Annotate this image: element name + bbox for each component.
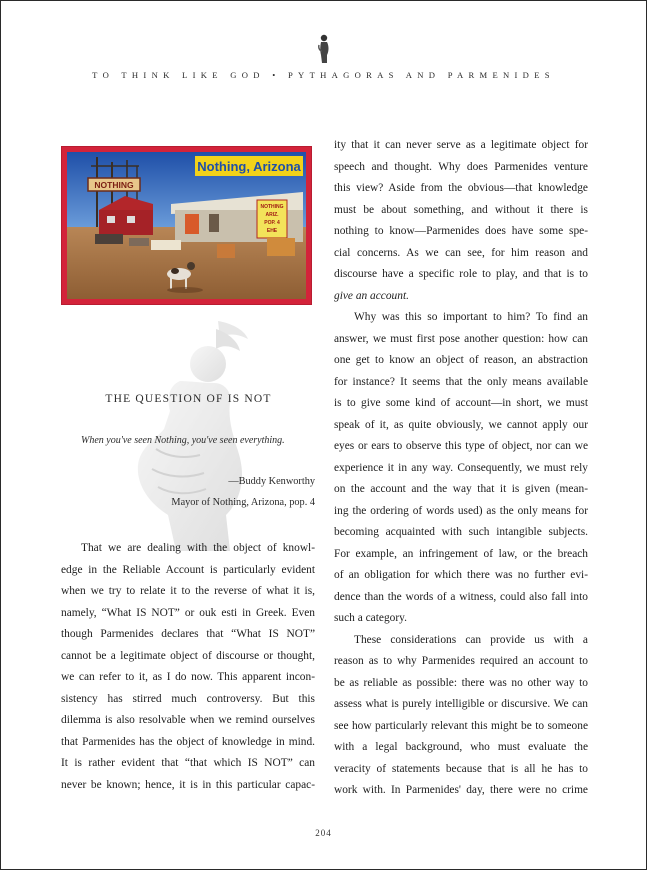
text-line: that Parmenides has the object of knowledge in mind. [61,735,315,748]
right-paragraph-3 [334,630,588,802]
epigraph-attribution-role: Mayor of Nothing, Arizona, pop. 4 [171,497,315,508]
text-line: discourse have a specific role to play, and that is to [334,268,588,280]
store-sign-line-4: EHE [266,228,278,234]
text-line: answer, we must first pose another question: how can [334,332,588,345]
text-line: Why was this so important to him? To find an [354,311,588,323]
text-line: with a legal background, who must evaluate the [334,741,588,753]
text-line: of an obligation for which there was no further evi- [334,569,588,581]
text-line: though Parmenides declares that “What IS NOT” [61,628,315,640]
text-line: work with. In Parmenides' day, there were no crime [334,784,588,796]
text-line: edge in the Reliable Account is particularly evident [61,563,315,576]
text-line: see how particularly relevant this might be to someone [334,719,588,732]
page-number: 204 [315,828,332,838]
text-line: cannot be a legitimate object of discourse or thought, [61,649,315,662]
nothing-arizona-postcard [61,146,312,305]
right-paragraph-1 [334,135,588,307]
epigraph-title: THE QUESTION OF IS NOT [105,393,272,405]
hand-holding-sphere-icon [314,33,334,65]
text-line: becoming acquainted with such intangible subjects. [334,526,588,538]
store-sign-line-3: POP. 4 [264,220,280,226]
text-line: For example, an infringement of law, or the breach [334,547,588,560]
text-line: must be about something, and without it there is [334,203,588,216]
text-line: It is rather evident that “that which IS NOT” can [61,757,315,769]
text-line: dilemma is also resolvable when we remind ourselves [61,714,315,726]
text-line: sistency has stirred much controversy. But this [61,692,315,705]
text-line: veracity of statements because that is all he has to [334,762,588,775]
postcard-title-text: Nothing, Arizona [197,159,301,174]
right-paragraph-2 [334,307,588,630]
text-line: this view? Aside from the obvious—that knowledge [334,182,588,194]
running-head: TO THINK LIKE GOD • PYTHAGORAS AND PARMENIDES [92,70,555,80]
text-line: eyes or ears to observe this type of object, nor can we [334,440,588,452]
text-line: speak of it, as quite obviously, we cannot apply our [334,418,588,431]
text-line: ing the ordering of words used) as the only means for [334,504,588,517]
text-line: we can refer to it, as I do now. This apparent incon- [61,671,315,683]
text-line: one get to know an object of reason, an abstraction [334,354,588,366]
text-line: never be known; hence, it is in this particular capac- [61,778,315,791]
text-line: speech and thought. Why does Parmenides venture [334,160,588,173]
text-line: be as reliable as possible: there was no other way to [334,676,588,689]
postcard-photo [67,152,306,299]
text-line: dence than the words of a witness, could also fall into [334,590,588,603]
text-line: on the account and the way that it is given (mean- [334,483,588,495]
text-line: cial concerns. As we can see, for him reason and [334,246,588,259]
text-line: reason as to why Parmenides required an account to [334,655,588,667]
text-line: when we try to relate it to the reverse of what it is, [61,585,315,597]
text-line: assess what is purely intelligible or discursive. We can [334,698,588,710]
store-sign-text: NOTHING [260,204,284,210]
left-paragraph [61,538,315,796]
text-line: That we are dealing with the object of knowl- [81,542,315,554]
text-line: These considerations can provide us with a [354,633,588,646]
text-line: namely, “What IS NOT” or ouk esti in Greek. Even [61,606,315,619]
text-line: such a category. [334,612,407,624]
text-line: is to give some kind of account—in short, we must [334,397,588,409]
epigraph-quote: When you've seen Nothing, you've seen everything. [81,435,285,446]
roadsign-text: NOTHING [94,180,134,190]
right-text-column [334,135,588,802]
epigraph-attribution-name: —Buddy Kenworthy [228,476,315,487]
left-text-column [61,538,315,796]
store-sign-line-2: ARIZ. [265,212,279,218]
text-line: ity that it can never serve as a legitimate object for [334,139,588,151]
text-line: give an account. [334,289,409,302]
text-line: experience it in any way. Consequently, we must rely [334,461,588,474]
text-line: nothing to know—Parmenides does have some spe- [334,225,588,237]
text-line: for instance? It seems that the only means available [334,375,588,388]
